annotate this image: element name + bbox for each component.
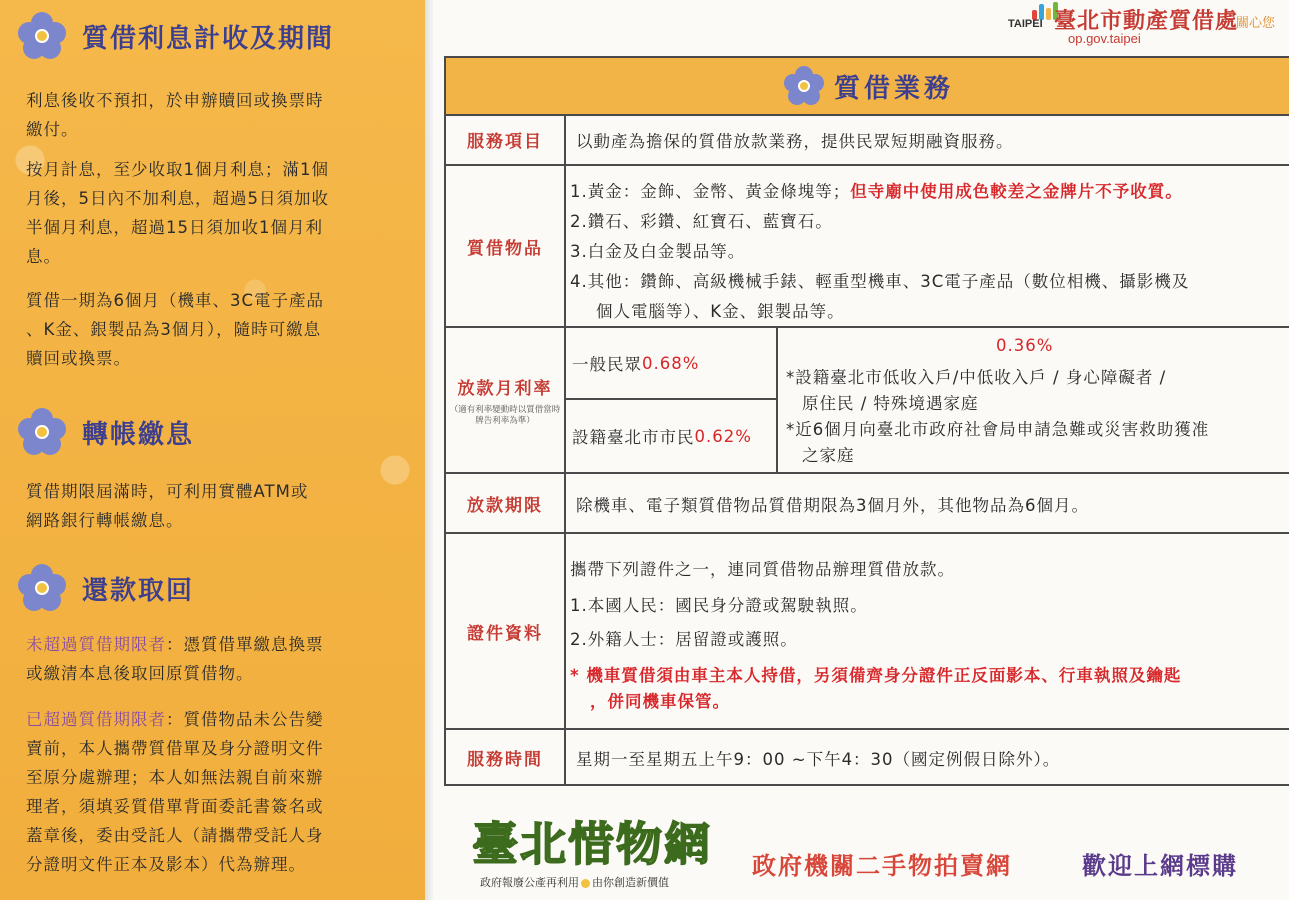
rate-special-value: 0.36% (996, 336, 1054, 355)
office-url: op.gov.taipei (1068, 31, 1141, 46)
xiwu-logo (472, 808, 722, 898)
office-care-tagline: 關心您 (1236, 16, 1276, 31)
table-header (446, 58, 1289, 116)
flower-icon (784, 66, 824, 106)
row-label: 證件資料 (467, 623, 543, 644)
section-title: 轉帳繳息 (82, 419, 195, 450)
section-title: 質借利息計收及期間 (82, 23, 335, 54)
docs-foreigner: 2.外籍人士：居留證或護照。 (570, 630, 798, 649)
rate-general: 一般民眾 0.68% (566, 328, 776, 400)
item-platinum: 3.白金及白金製品等。 (570, 242, 746, 261)
rate-general-cells (566, 328, 778, 472)
docs-intro: 攜帶下列證件之一，連同質借物品辦理質借放款。 (570, 560, 955, 579)
page-fold (425, 0, 433, 900)
flower-icon (18, 564, 66, 612)
row-hours (446, 730, 1289, 784)
flower-icon (18, 12, 66, 60)
row-items (446, 166, 1289, 328)
paragraph-transfer: 質借期限屆滿時，可利用實體ATM或 網路銀行轉帳繳息。 (26, 482, 309, 530)
row-documents (446, 534, 1289, 730)
auction-ad: 政府機關二手物拍賣網 (752, 852, 1012, 880)
taipei-wordmark: TAIPEI (1008, 18, 1043, 30)
paragraph-interest-payment: 利息後收不預扣，於申辦贖回或換票時 繳付。 (26, 91, 324, 139)
item-other-cont: 個人電腦等）、K金、銀製品等。 (596, 302, 845, 321)
section-transfer-heading (18, 408, 194, 456)
row-label: 放款期限 (467, 495, 543, 516)
left-info-panel (0, 0, 425, 900)
term-text: 除機車、電子類質借物品質借期限為3個月外，其他物品為6個月。 (576, 496, 1089, 515)
section-title: 還款取回 (82, 575, 195, 606)
rate-special-cond1: *設籍臺北市低收入戶/中低收入戶 / 身心障礙者 / (786, 368, 1167, 387)
rate-note: （適有利率變動時以質借當時牌告利率為準） (449, 404, 561, 426)
row-label: 服務時間 (467, 749, 543, 770)
paragraph-loan-period: 質借一期為6個月（機車、3C電子產品 、K金、銀製品為3個月），隨時可繳息 贖回或換票。 (26, 291, 325, 368)
row-label: 質借物品 (467, 238, 543, 259)
rate-special-cond2-cont: 之家庭 (802, 446, 855, 465)
row-service (446, 114, 1289, 166)
paragraph-overdue: 已超過質借期限者：質借物品未公告變 賣前，本人攜帶質借單及身分證明文件 至原分處辦理；本人如無法親自前來辦 理者，須填妥質借單背面委託書簽名或 蓋章後，委由受託人（請攜帶受託人身 分證明文件正本及影本）代為辦理。 (26, 710, 324, 874)
row-rate (446, 328, 1289, 474)
xiwu-slogan: 政府報廢公產再利用 由你創造新價值 (480, 876, 669, 889)
row-label: 放款月利率 (457, 378, 553, 399)
hours-text: 星期一至星期五上午9：00 ~下午4：30（國定例假日除外）。 (576, 750, 1061, 769)
paragraph-monthly-interest: 按月計息，至少收取1個月利息；滿1個 月後，5日內不加利息，超過5日須加收 半個月利息，超過15日須加收1個月利 息。 (26, 160, 329, 266)
docs-motorcycle-note: * 機車質借須由車主本人持借，另須備齊身分證件正反面影本、行車執照及鑰匙 (570, 666, 1182, 685)
rate-special-cond1-cont: 原住民 / 特殊境遇家庭 (802, 394, 979, 413)
rate-special (786, 328, 1289, 472)
rate-special-cond2: *近6個月向臺北市政府社會局申請急難或災害救助獲准 (786, 420, 1210, 439)
service-text: 以動產為擔保的質借放款業務，提供民眾短期融資服務。 (576, 132, 1014, 151)
paragraph-not-overdue: 未超過質借期限者：憑質借單繳息換票 或繳清本息後取回原質借物。 (26, 635, 324, 683)
pawn-business-table (444, 56, 1289, 786)
office-name: 臺北市動產質借處 (1054, 9, 1239, 34)
rate-citizen: 設籍臺北市市民 0.62% (572, 426, 752, 447)
lightbulb-icon (581, 879, 590, 888)
item-other: 4.其他：鑽飾、高級機械手錶、輕重型機車、3C電子產品（數位相機、攝影機及 (570, 272, 1190, 291)
auction-welcome: 歡迎上網標購 (1082, 852, 1238, 880)
section-interest-heading (18, 12, 334, 60)
item-diamond: 2.鑽石、彩鑽、紅寶石、藍寶石。 (570, 212, 833, 231)
row-label: 服務項目 (467, 131, 543, 152)
docs-citizen: 1.本國人民：國民身分證或駕駛執照。 (570, 596, 868, 615)
section-repayment-heading (18, 564, 194, 612)
flower-icon (18, 408, 66, 456)
docs-motorcycle-note-cont: ，併同機車保管。 (590, 692, 730, 711)
item-gold: 1.黃金：金飾、金幣、黃金條塊等；但寺廟中使用成色較差之金牌片不予收質。 (570, 182, 1183, 201)
row-term (446, 474, 1289, 534)
xiwu-brand: 臺北惜物網 (472, 817, 712, 871)
office-logo (1008, 0, 1288, 48)
table-title: 質借業務 (833, 73, 954, 104)
